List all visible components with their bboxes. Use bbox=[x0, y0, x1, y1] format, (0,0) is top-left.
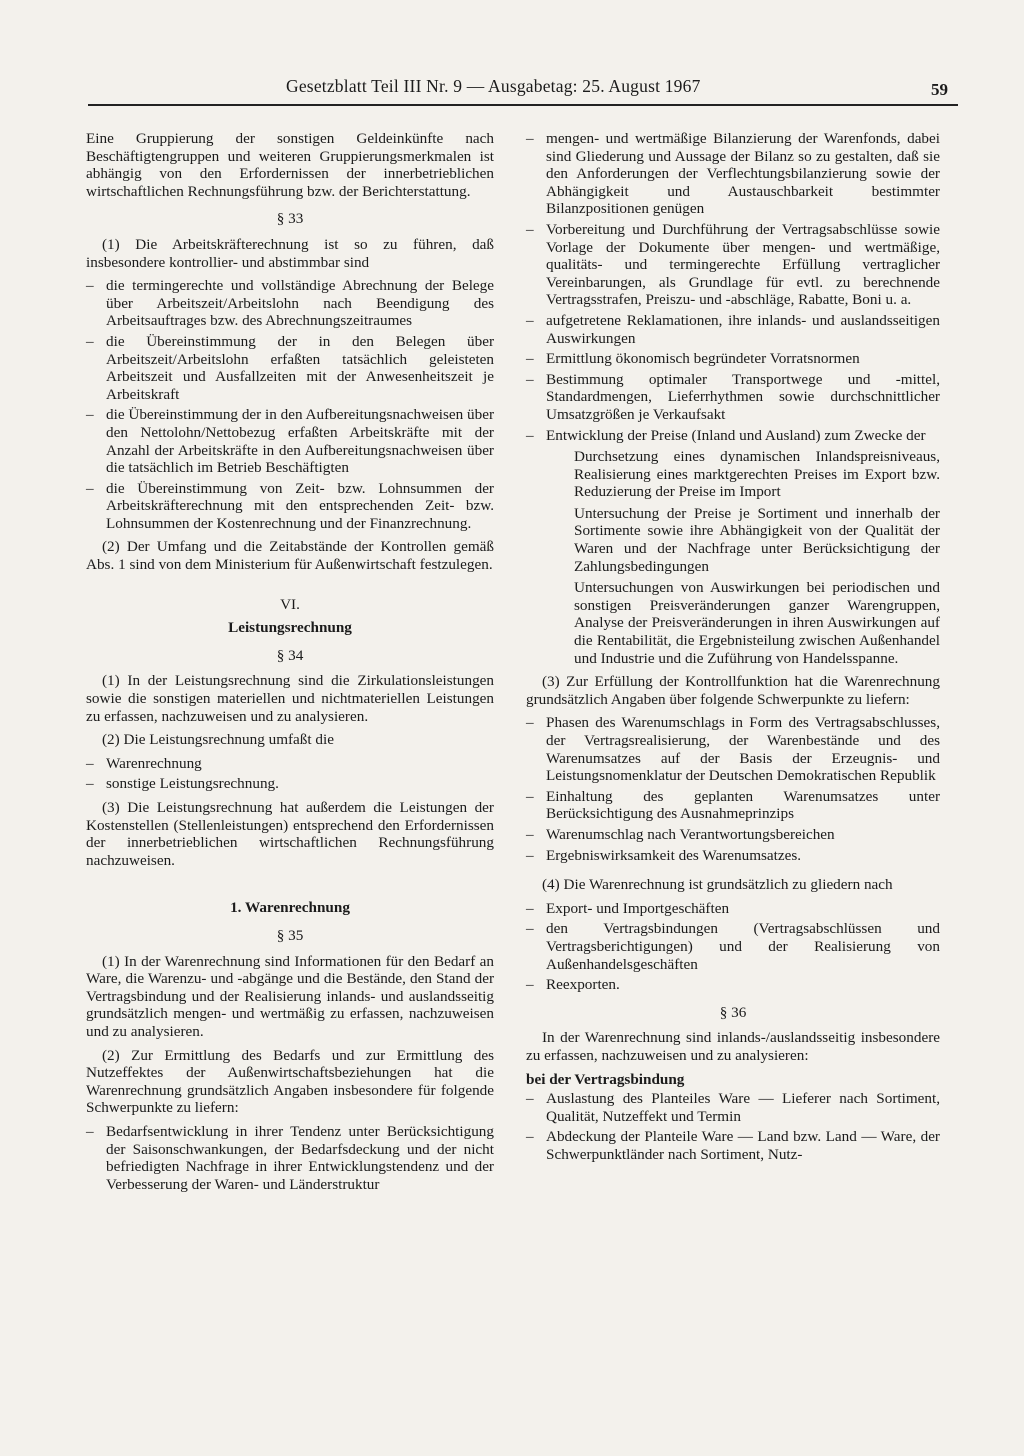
s34-paragraph-1: (1) In der Leistungsrechnung sind die Zirkulationsleistungen sowie die sonstigen materiellen und nichtmateriellen Leistungen zu erfassen, nachzuweisen und zu analysieren. bbox=[86, 672, 494, 725]
s34-paragraph-3: (3) Die Leistungsrechnung hat außerdem die Leistungen der Kostenstellen (Stellenleistungen) entsprechend den Erfordernissen der innerbetrieblichen wirtschaftlichen Rechnungsführung nachzuweisen. bbox=[86, 799, 494, 869]
list-item: – Entwicklung der Preise (Inland und Ausland) zum Zwecke der bbox=[526, 427, 940, 445]
list-item: – die Übereinstimmung von Zeit- bzw. Lohnsummen der Arbeitskräfterechnung mit den entsprechenden Zeit- bzw. Lohnsummen der Kostenrechnung und der Finanzrechnung. bbox=[86, 480, 494, 533]
s34-list bbox=[86, 755, 494, 793]
list-item: – Warenrechnung bbox=[86, 755, 494, 773]
list-item: – Ergebniswirksamkeit des Warenumsatzes. bbox=[526, 847, 940, 865]
list-item: – Bestimmung optimaler Transportwege und -mittel, Standardmengen, Lieferrhythmen sowie durchschnittlicher Umsatzgrößen je Verkaufsakt bbox=[526, 371, 940, 424]
s36-paragraph-1: In der Warenrechnung sind inlands-/auslandsseitig insbesondere zu erfassen, nachzuweisen und zu analysieren: bbox=[526, 1029, 940, 1064]
list-item: – Warenumschlag nach Verantwortungsbereichen bbox=[526, 826, 940, 844]
section-35-title: § 35 bbox=[276, 926, 304, 944]
list-item: – Abdeckung der Planteile Ware — Land bzw. Land — Ware, der Schwerpunktländer nach Sortiment, Nutz- bbox=[526, 1128, 940, 1163]
right-column bbox=[526, 130, 940, 1167]
page-number: 59 bbox=[931, 80, 948, 99]
list-item: – Einhaltung des geplanten Warenumsatzes unter Berücksichtigung des Ausnahmeprinzips bbox=[526, 788, 940, 823]
section-34-title: § 34 bbox=[276, 646, 304, 664]
section-vi-numeral: VI. bbox=[280, 595, 300, 613]
section-vi-title: Leistungsrechnung bbox=[228, 619, 352, 637]
s34-paragraph-2: (2) Die Leistungsrechnung umfaßt die bbox=[102, 731, 334, 749]
s35-list-c bbox=[526, 900, 940, 994]
list-item: – die Übereinstimmung der in den Aufbereitungsnachweisen über den Nettolohn/Nettobezug erfaßten Arbeitskräfte mit der Anzahl der Arbeitskräfte in den Aufbereitungsnachweisen über die tatsächlich im Betrieb Beschäftigten bbox=[86, 406, 494, 476]
list-item: – Export- und Importgeschäften bbox=[526, 900, 940, 918]
list-item: – Ermittlung ökonomisch begründeter Vorratsnormen bbox=[526, 350, 940, 368]
list-item: – Vorbereitung und Durchführung der Vertragsabschlüsse sowie Vorlage der Dokumente über mengen- und wertmäßige, qualitäts- und termingerechte Erfüllung vertraglicher Vereinbarungen, als Grundlage für evtl. zu berechnende Vertragsstrafen, Preiszu- und -abschläge, Rabatte, Boni u. a. bbox=[526, 221, 940, 309]
s35-paragraph-3: (3) Zur Erfüllung der Kontrollfunktion hat die Warenrechnung grundsätzlich Angaben über folgende Schwerpunkte zu liefern: bbox=[526, 673, 940, 708]
s35-list-b bbox=[526, 714, 940, 864]
list-item: – Reexporten. bbox=[526, 976, 940, 994]
s33-paragraph-2: (2) Der Umfang und die Zeitabstände der Kontrollen gemäß Abs. 1 sind von dem Ministerium für Außenwirtschaft festzulegen. bbox=[86, 538, 494, 574]
s33-paragraph-1: (1) Die Arbeitskräfterechnung ist so zu führen, daß insbesondere kontrollier- und abstimmbar sind bbox=[86, 235, 494, 271]
left-column bbox=[86, 130, 494, 1197]
list-item: – sonstige Leistungsrechnung. bbox=[86, 775, 494, 793]
list-item: – Phasen des Warenumschlags in Form des Vertragsabschlusses, der Vertragsrealisierung, der Warenbestände und des Warenumsatzes auf der Basis der Erzeugnis- und Leistungsnomenklatur der Deutschen Demokratischen Republik bbox=[526, 714, 940, 784]
s35-list bbox=[86, 1123, 494, 1193]
header-title: Gesetzblatt Teil III Nr. 9 — Ausgabetag: 25. August 1967 bbox=[286, 76, 701, 96]
list-item: – die Übereinstimmung der in den Belegen über Arbeitszeit/Arbeitslohn erfaßten tatsächlich geleisteten Arbeitszeit und Ausfallzeiten mit der Anwesenheitszeit je Arbeitskraft bbox=[86, 333, 494, 403]
s35-paragraph-1: (1) In der Warenrechnung sind Informationen für den Bedarf an Ware, die Warenzu- und -abgänge und die Bestände, den Stand der Vertragsbindung und der Realisierung inlands- und auslandsseitig grundsätzlich mengen- und wertmäßig zu erfassen, nachzuweisen und zu analysieren. bbox=[86, 952, 494, 1040]
page-header bbox=[88, 76, 958, 106]
section-33-title: § 33 bbox=[276, 210, 304, 228]
list-item: – den Vertragsbindungen (Vertragsabschlüssen und Vertragsberichtigungen) und der Realisierung von Außenhandelsgeschäften bbox=[526, 920, 940, 973]
list-item: – mengen- und wertmäßige Bilanzierung der Warenfonds, dabei sind Gliederung und Aussage der Bilanz so zu gestalten, daß sie den Anforderungen der Verflechtungsbilanzierung sowie der Abhängigkeit und Austauschbarkeit bestimmter Bilanzpositionen genügen bbox=[526, 130, 940, 218]
s36-label: bei der Vertragsbindung bbox=[526, 1070, 685, 1088]
s35-paragraph-4: (4) Die Warenrechnung ist grundsätzlich zu gliedern nach bbox=[542, 876, 893, 894]
s35-paragraph-2: (2) Zur Ermittlung des Bedarfs und zur Ermittlung des Nutzeffektes der Außenwirtschaftsbeziehungen hat die Warenrechnung grundsätzlich Angaben insbesondere für folgende Schwerpunkte zu liefern: bbox=[86, 1046, 494, 1117]
section-36-title: § 36 bbox=[719, 1003, 747, 1021]
list-item: – aufgetretene Reklamationen, ihre inlands- und auslandsseitigen Auswirkungen bbox=[526, 312, 940, 347]
s33-list bbox=[86, 277, 494, 532]
s36-list bbox=[526, 1090, 940, 1163]
list-item: – die termingerechte und vollständige Abrechnung der Belege über Arbeitszeit/Arbeitslohn nach Beendigung des Arbeitsauftrages bzw. des Abrechnungszeitraumes bbox=[86, 277, 494, 330]
list-item: – Bedarfsentwicklung in ihrer Tendenz unter Berücksichtigung der Saisonschwankungen, der Bedarfsdeckung und der nicht befriedigten Nachfrage in ihrer Entwicklungstendenz und der Verbesserung der Waren- und Länderstruktur bbox=[86, 1123, 494, 1193]
s35-list-continued bbox=[526, 130, 940, 444]
subsection-warenrechnung-title: 1. Warenrechnung bbox=[230, 899, 350, 917]
list-item: – Auslastung des Planteiles Ware — Lieferer nach Sortiment, Qualität, Nutzeffekt und Termin bbox=[526, 1090, 940, 1125]
intro-paragraph: Eine Gruppierung der sonstigen Geldeinkünfte nach Beschäftigtengruppen und weiteren Gruppierungsmerkmalen ist abhängig von den Erfordernissen der innerbetrieblichen wirtschaftlichen Rechnungsführung bzw. der Berichterstattung. bbox=[86, 130, 494, 200]
sub-paragraph: Untersuchungen von Auswirkungen bei periodischen und sonstigen Preisveränderungen ganzer Warengruppen, Analyse der Preisveränderungen in ihren Auswirkungen auf die Rentabilität, die Ergebnisteilung zwischen Außenhandel und Industrie und die Zuführung von Handelsspanne. bbox=[574, 579, 940, 667]
sub-paragraph: Untersuchung der Preise je Sortiment und innerhalb der Sortimente sowie ihre Abhängigkeit von der Qualität der Waren und der Nachfrage unter Berücksichtigung der Zahlungsbedingungen bbox=[574, 504, 940, 575]
sub-paragraph: Durchsetzung eines dynamischen Inlandspreisniveaus, Realisierung eines marktgerechten Preises im Export bzw. Reduzierung der Preise im Import bbox=[574, 448, 940, 501]
